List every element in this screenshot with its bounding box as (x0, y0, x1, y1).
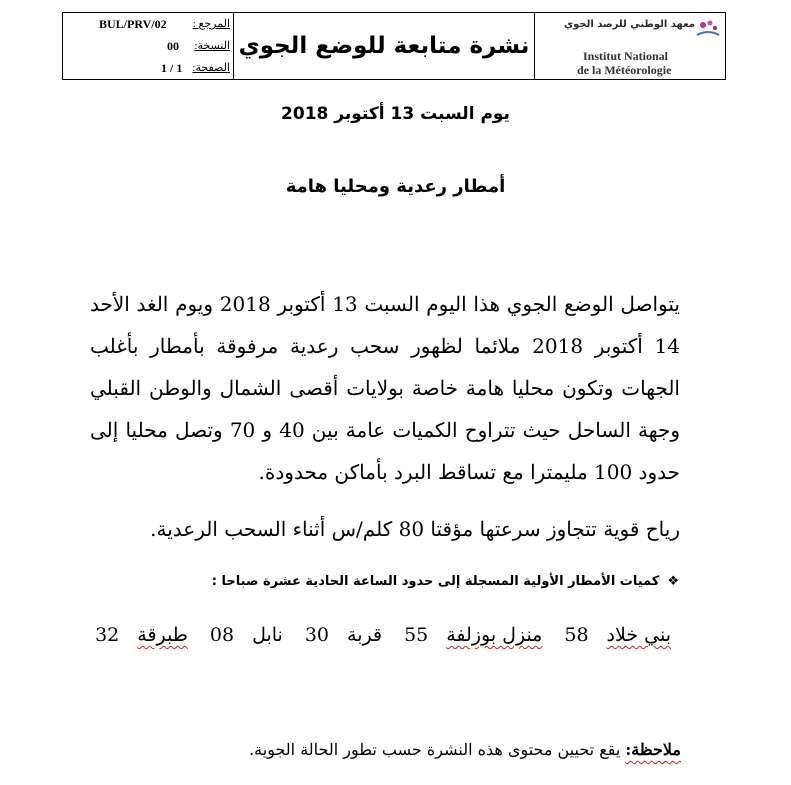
institute-name-arabic: معهد الوطني للرصد الجوي (563, 19, 695, 30)
station-item (404, 624, 542, 646)
diamond-bullet-icon: ❖ (667, 574, 679, 589)
rainfall-heading (212, 574, 679, 589)
station-item (210, 624, 283, 646)
station-name: منزل بوزلفة (446, 624, 543, 646)
reference-label: المرجع : (192, 18, 230, 30)
headline: أمطار رعدية ومحليا هامة (285, 176, 506, 197)
bulletin-title: نشرة متابعة للوضع الجوي (238, 33, 530, 59)
station-value: 08 (209, 624, 235, 646)
page-label: الصفحة: (192, 62, 230, 74)
page-row (63, 59, 234, 79)
station-value: 58 (564, 624, 589, 646)
institute-fr-line1: Institut National (583, 49, 669, 63)
station-value: 30 (304, 624, 330, 646)
station-name: نابل (252, 624, 283, 646)
meta-box (63, 13, 234, 79)
station-item (564, 624, 671, 646)
reference-value: BUL/PRV/02 (99, 17, 167, 31)
station-value: 55 (404, 624, 429, 646)
rainfall-stations (73, 624, 671, 646)
page-value: 1 / 1 (161, 61, 183, 75)
institute-name-french (577, 49, 672, 77)
station-name: قربة (347, 624, 383, 646)
version-row (63, 37, 234, 57)
forecast-paragraph: يتواصل الوضع الجوي هذا اليوم السبت 13 أكتوبر 2018 ويوم الغد الأحد 14 أكتوبر 2018 ملائما لظهور سحب رعدية مرفوقة بأمطار بأغلب الجهات وتكون محليا هامة خاصة بولايات أقصى الشمال والوطن القبلي وجهة الساحل حيث تتراوح الكميات عامة بين 40 و 70 وتصل محليا إلى حدود 100 مليمترا مع تساقط البرد بأماكن محدودة. (90, 292, 680, 484)
note (249, 740, 681, 759)
institute-box (535, 13, 725, 79)
wind-paragraph: رياح قوية تتجاوز سرعتها مؤقتا 80 كلم/س أثناء السحب الرعدية. (150, 517, 680, 541)
station-name: طبرقة (137, 624, 188, 646)
note-label: ملاحظة: (625, 740, 681, 759)
institute-fr-line2: de la Météorologie (577, 63, 672, 77)
rainfall-heading-text: كميات الأمطار الأولية المسجلة إلى حدود الساعة الحادية عشرة صباحا : (211, 574, 660, 589)
document-header (62, 12, 726, 80)
version-value: 00 (167, 39, 179, 53)
station-item (305, 624, 382, 646)
title-box (234, 13, 535, 79)
station-name: بني خلاد (606, 624, 671, 646)
version-label: النسخة: (194, 40, 230, 52)
bulletin-date: يوم السبت 13 أكتوبر 2018 (281, 104, 510, 124)
station-item (95, 624, 188, 646)
reference-row (63, 15, 234, 35)
station-value: 32 (95, 624, 120, 646)
institute-logo-icon (695, 17, 721, 39)
note-text: يقع تحيين محتوى هذه النشرة حسب تطور الحالة الجوية. (249, 740, 621, 759)
